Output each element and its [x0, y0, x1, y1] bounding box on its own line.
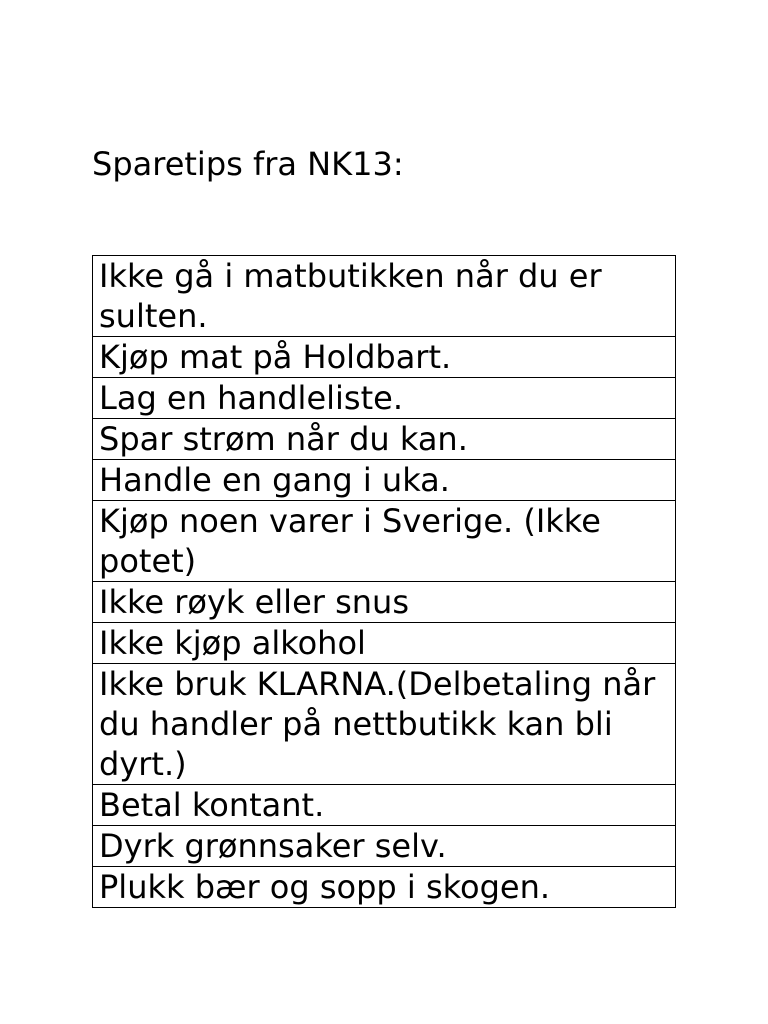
table-row	[93, 501, 676, 582]
table-row	[93, 256, 676, 337]
table-row	[93, 460, 676, 501]
tip-cell: Ikke bruk KLARNA.(Delbetaling når du handler på nettbutikk kan bli dyrt.)	[93, 664, 676, 785]
table-row	[93, 826, 676, 867]
tip-cell: Ikke kjøp alkohol	[93, 623, 676, 664]
table-row	[93, 867, 676, 908]
tip-cell: Kjøp mat på Holdbart.	[93, 337, 676, 378]
tip-cell: Lag en handleliste.	[93, 378, 676, 419]
tips-table	[92, 255, 676, 908]
table-row	[93, 582, 676, 623]
tip-cell: Handle en gang i uka.	[93, 460, 676, 501]
tip-cell: Kjøp noen varer i Sverige. (Ikke potet)	[93, 501, 676, 582]
table-row	[93, 623, 676, 664]
table-row	[93, 785, 676, 826]
table-row	[93, 419, 676, 460]
tip-cell: Dyrk grønnsaker selv.	[93, 826, 676, 867]
table-row	[93, 378, 676, 419]
tip-cell: Betal kontant.	[93, 785, 676, 826]
page-title: Sparetips fra NK13:	[92, 145, 404, 183]
tip-cell: Ikke gå i matbutikken når du er sulten.	[93, 256, 676, 337]
table-row	[93, 337, 676, 378]
tip-cell: Spar strøm når du kan.	[93, 419, 676, 460]
tip-cell: Ikke røyk eller snus	[93, 582, 676, 623]
tip-cell: Plukk bær og sopp i skogen.	[93, 867, 676, 908]
table-row	[93, 664, 676, 785]
